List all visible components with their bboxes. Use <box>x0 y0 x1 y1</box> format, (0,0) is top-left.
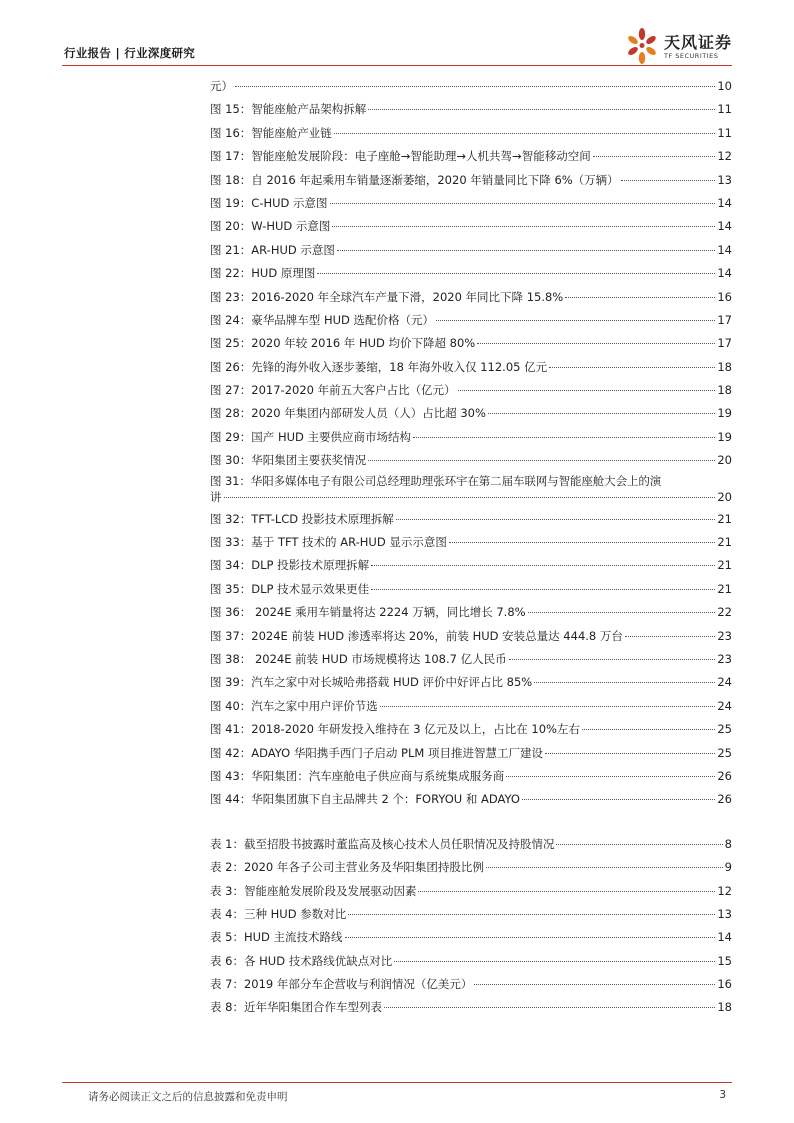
toc-leader-dots <box>413 437 715 438</box>
toc-entry-figure[interactable] <box>210 578 732 601</box>
toc-entry-figure[interactable] <box>210 508 732 531</box>
toc-entry-page: 21 <box>717 581 732 596</box>
toc-entry-figure[interactable] <box>210 625 732 648</box>
toc-leader-dots <box>380 706 716 707</box>
toc-entry-label: 图 38： 2024E 前装 HUD 市场规模将达 108.7 亿人民币 <box>210 651 507 666</box>
toc-entry-page: 12 <box>717 883 732 898</box>
toc-entry-page: 14 <box>717 242 732 257</box>
toc-entry-page: 17 <box>717 336 732 351</box>
toc-entry-page: 8 <box>724 836 732 851</box>
toc-entry-page: 14 <box>717 266 732 281</box>
toc-entry-label: 图 17：智能座舱发展阶段：电子座舱→智能助理→人机共驾→智能移动空间 <box>210 149 591 164</box>
toc-leader-dots <box>458 390 716 391</box>
toc-leader-dots <box>534 682 715 683</box>
toc-entry-figure[interactable] <box>210 648 732 671</box>
toc-entry-figure[interactable] <box>210 449 732 472</box>
toc-leader-dots <box>506 776 715 777</box>
toc-entry-page: 23 <box>717 651 732 666</box>
toc-entry-label: 图 42：ADAYO 华阳携手西门子启动 PLM 项目推进智慧工厂建设 <box>210 745 543 760</box>
toc-entry-page: 10 <box>717 79 732 93</box>
toc-leader-dots <box>449 542 716 543</box>
toc-leader-dots <box>332 226 715 227</box>
toc-entry-label: 表 2：2020 年各子公司主营业务及华阳集团持股比例 <box>210 860 484 875</box>
header-title: 行业报告 | 行业深度研究 <box>64 46 196 60</box>
toc-entry-page: 18 <box>717 1000 732 1015</box>
toc-entry-page: 22 <box>717 605 732 620</box>
toc-leader-dots <box>549 367 715 368</box>
toc-leader-dots <box>593 156 716 157</box>
toc-leader-dots <box>371 565 715 566</box>
toc-entry-figure[interactable] <box>210 426 732 449</box>
table-of-contents <box>210 75 732 1020</box>
toc-entry-figure[interactable] <box>210 215 732 238</box>
toc-entry-label: 表 7：2019 年部分车企营收与利润情况（亿美元） <box>210 977 473 992</box>
toc-entry-label: 图 28：2020 年集团内部研发人员（人）占比超 30% <box>210 406 486 421</box>
toc-entry-label: 图 25：2020 年较 2016 年 HUD 均价下降超 80% <box>210 336 476 351</box>
toc-leader-dots <box>509 659 716 660</box>
toc-entry-label: 图 40：汽车之家中用户评价节选 <box>210 698 378 713</box>
toc-entry-figure[interactable] <box>210 192 732 215</box>
toc-entry-table[interactable] <box>210 926 732 949</box>
toc-leader-dots <box>625 636 715 637</box>
toc-entry-page: 14 <box>717 930 732 945</box>
company-logo <box>622 26 737 66</box>
figure-list <box>210 75 732 473</box>
toc-entry-figure[interactable] <box>210 531 732 554</box>
toc-entry-label: 图 29：国产 HUD 主要供应商市场结构 <box>210 429 412 444</box>
toc-entry-page: 18 <box>717 383 732 398</box>
toc-entry-figure[interactable] <box>210 145 732 168</box>
toc-entry-page: 21 <box>717 511 732 526</box>
logo-name: 天风证券 <box>664 33 733 52</box>
toc-entry-label: 元） <box>210 79 233 93</box>
toc-leader-dots <box>528 612 716 613</box>
toc-entry-page: 14 <box>717 195 732 210</box>
toc-entry-table[interactable] <box>210 833 732 856</box>
toc-entry-label: 表 6：各 HUD 技术路线优缺点对比 <box>210 953 393 968</box>
toc-leader-dots <box>384 1007 715 1008</box>
toc-leader-dots <box>545 753 715 754</box>
toc-entry-page: 11 <box>717 125 732 140</box>
page-number: 3 <box>719 1089 726 1101</box>
toc-entry-page: 16 <box>717 977 732 992</box>
toc-leader-dots <box>621 180 716 181</box>
toc-entry-label-continued: 讲 <box>210 489 222 504</box>
toc-leader-dots <box>486 867 723 868</box>
toc-leader-dots <box>436 320 715 321</box>
toc-leader-dots <box>337 250 715 251</box>
toc-entry-figure[interactable] <box>210 356 732 379</box>
toc-entry-label: 表 8：近年华阳集团合作车型列表 <box>210 1000 382 1015</box>
toc-entry-page: 11 <box>717 102 732 117</box>
table-list <box>210 833 732 1020</box>
logo-subtitle: TF SECURITIES <box>664 52 719 60</box>
toc-entry-table[interactable] <box>210 950 732 973</box>
toc-entry-page: 18 <box>717 359 732 374</box>
toc-entry-label: 图 15：智能座舱产品架构拆解 <box>210 102 367 117</box>
toc-entry-figure[interactable] <box>210 332 732 355</box>
toc-entry-label: 图 22：HUD 原理图 <box>210 266 316 281</box>
toc-entry-figure[interactable] <box>210 262 732 285</box>
toc-entry-page: 23 <box>717 628 732 643</box>
footer-divider <box>62 1082 732 1083</box>
toc-entry-page: 14 <box>717 219 732 234</box>
toc-entry-label: 表 1：截至招股书披露时董监高及核心技术人员任职情况及持股情况 <box>210 836 555 851</box>
toc-entry-table[interactable] <box>210 996 732 1019</box>
toc-entry-label: 图 39：汽车之家中对长城哈弗搭载 HUD 评价中好评占比 85% <box>210 675 533 690</box>
toc-entry-label: 图 19：C-HUD 示意图 <box>210 195 328 210</box>
toc-entry-figure[interactable] <box>210 402 732 425</box>
toc-entry-figure[interactable] <box>210 169 732 192</box>
toc-entry-figure[interactable] <box>210 286 732 309</box>
toc-entry-label: 图 34：DLP 投影技术原理拆解 <box>210 558 370 573</box>
toc-entry-label: 图 44：华阳集团旗下自主品牌共 2 个：FORYOU 和 ADAYO <box>210 792 520 807</box>
toc-leader-dots <box>474 984 715 985</box>
toc-entry-figure[interactable] <box>210 695 732 718</box>
toc-entry-figure[interactable] <box>210 98 732 121</box>
toc-entry-label: 图 30：华阳集团主要获奖情况 <box>210 453 367 468</box>
toc-entry-label: 图 27：2017-2020 年前五大客户占比（亿元） <box>210 383 456 398</box>
toc-leader-dots <box>224 497 716 498</box>
toc-entry-page: 9 <box>724 860 732 875</box>
toc-leader-dots <box>488 413 715 414</box>
toc-entry-label: 图 20：W-HUD 示意图 <box>210 219 331 234</box>
toc-entry-page: 26 <box>717 792 732 807</box>
toc-entry-page: 25 <box>717 745 732 760</box>
toc-entry-page: 26 <box>717 768 732 783</box>
toc-entry-label: 表 3：智能座舱发展阶段及发展驱动因素 <box>210 883 417 898</box>
toc-entry-page: 13 <box>717 906 732 921</box>
toc-entry-figure[interactable] <box>210 671 732 694</box>
toc-entry-label: 图 26：先锋的海外收入逐步萎缩，18 年海外收入仅 112.05 亿元 <box>210 359 548 374</box>
toc-entry-page: 25 <box>717 722 732 737</box>
toc-entry-figure[interactable] <box>210 309 732 332</box>
toc-leader-dots <box>522 799 715 800</box>
toc-leader-dots <box>394 961 715 962</box>
toc-entry-label: 图 18：自 2016 年起乘用车销量逐渐萎缩，2020 年销量同比下降 6%（万辆） <box>210 172 619 187</box>
toc-leader-dots <box>396 519 716 520</box>
toc-entry-label: 图 36： 2024E 乘用车销量将达 2224 万辆，同比增长 7.8% <box>210 605 526 620</box>
toc-entry-figure[interactable] <box>210 75 732 98</box>
toc-entry-label: 图 31：华阳多媒体电子有限公司总经理助理张环宇在第二届车联网与智能座舱大会上的演 <box>210 473 662 488</box>
toc-leader-dots <box>334 133 716 134</box>
toc-leader-dots <box>582 729 715 730</box>
figure-list-continued <box>210 508 732 812</box>
toc-entry-figure[interactable] <box>210 718 732 741</box>
toc-entry-page: 20 <box>717 453 732 468</box>
toc-leader-dots <box>235 86 715 87</box>
toc-entry-table[interactable] <box>210 903 732 926</box>
toc-leader-dots <box>477 343 715 344</box>
logo-mark-icon <box>622 26 662 66</box>
toc-leader-dots <box>556 844 722 845</box>
toc-leader-dots <box>565 297 715 298</box>
toc-entry-label: 表 4：三种 HUD 参数对比 <box>210 906 347 921</box>
toc-entry-figure[interactable] <box>210 601 732 624</box>
toc-entry-label: 图 21：AR-HUD 示意图 <box>210 242 335 257</box>
toc-entry-page: 16 <box>717 289 732 304</box>
toc-entry-page: 24 <box>717 698 732 713</box>
section-gap <box>210 812 732 833</box>
toc-entry-page: 19 <box>717 429 732 444</box>
toc-entry-label: 图 43：华阳集团：汽车座舱电子供应商与系统集成服务商 <box>210 768 505 783</box>
toc-leader-dots <box>330 203 716 204</box>
toc-entry-page: 12 <box>717 149 732 164</box>
toc-leader-dots <box>368 460 715 461</box>
toc-leader-dots <box>348 914 715 915</box>
toc-entry-label: 图 37：2024E 前装 HUD 渗透率将达 20%，前装 HUD 安装总量达 444.8 万台 <box>210 628 623 643</box>
toc-entry-figure[interactable] <box>210 765 732 788</box>
toc-entry-figure[interactable] <box>210 122 732 145</box>
toc-entry-label: 表 5：HUD 主流技术路线 <box>210 930 343 945</box>
toc-entry-figure[interactable] <box>210 554 732 577</box>
toc-entry-table[interactable] <box>210 973 732 996</box>
toc-entry-figure[interactable] <box>210 379 732 402</box>
toc-entry-table[interactable] <box>210 856 732 879</box>
header-divider <box>62 65 732 66</box>
toc-leader-dots <box>371 589 715 590</box>
toc-entry-page: 17 <box>717 312 732 327</box>
toc-entry-label: 图 24：豪华品牌车型 HUD 选配价格（元） <box>210 312 435 327</box>
toc-entry-page: 13 <box>717 172 732 187</box>
toc-entry-page: 15 <box>717 953 732 968</box>
toc-entry-figure[interactable] <box>210 742 732 765</box>
toc-entry-page: 19 <box>717 406 732 421</box>
toc-leader-dots <box>345 937 716 938</box>
toc-leader-dots <box>368 109 715 110</box>
toc-leader-dots <box>418 891 715 892</box>
toc-entry-label: 图 33：基于 TFT 技术的 AR-HUD 显示示意图 <box>210 535 447 550</box>
toc-entry-page: 21 <box>717 535 732 550</box>
footer-disclaimer: 请务必阅读正文之后的信息披露和免责申明 <box>88 1091 288 1103</box>
toc-entry-page: 21 <box>717 558 732 573</box>
toc-entry-label: 图 16：智能座舱产业链 <box>210 125 332 140</box>
toc-entry-page: 24 <box>717 675 732 690</box>
toc-entry-figure[interactable] <box>210 239 732 262</box>
toc-entry-figure[interactable] <box>210 788 732 811</box>
toc-entry-label: 图 41：2018-2020 年研发投入维持在 3 亿元及以上，占比在 10%左右 <box>210 722 580 737</box>
toc-entry-label: 图 23：2016-2020 年全球汽车产量下滑，2020 年同比下降 15.8% <box>210 289 564 304</box>
toc-entry-label: 图 35：DLP 技术显示效果更佳 <box>210 581 370 596</box>
toc-leader-dots <box>317 273 715 274</box>
toc-entry-label: 图 32：TFT-LCD 投影技术原理拆解 <box>210 511 394 526</box>
toc-entry-table[interactable] <box>210 880 732 903</box>
toc-entry-figure-31[interactable] <box>210 473 732 508</box>
toc-entry-page: 20 <box>717 489 732 504</box>
